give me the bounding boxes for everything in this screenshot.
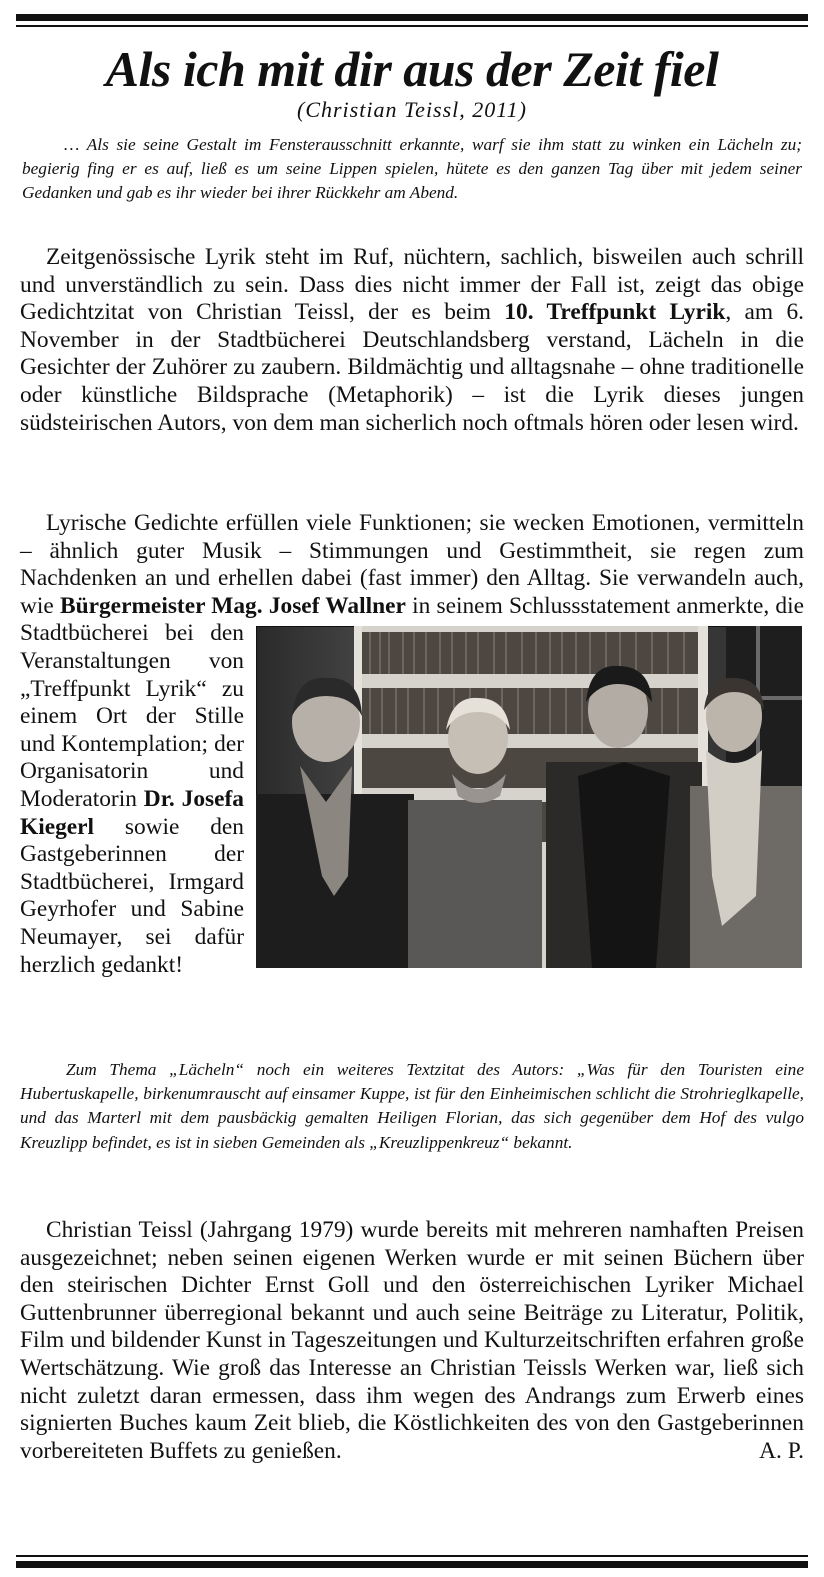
- moderator-name: Dr. Josefa Kiegerl: [20, 785, 244, 840]
- group-photo: [256, 626, 802, 968]
- paragraph-2: [20, 510, 804, 979]
- paragraph-1: [20, 244, 804, 437]
- event-name: 10. Treffpunkt Lyrik: [504, 299, 726, 326]
- intro-quote: … Als sie seine Gestalt im Fensterausschnitt erkannte, warf sie ihm statt zu winken ein Lächeln zu; begierig fing er es auf, ließ es um seine Lippen spielen, hütete es den ganzen Tag über mit jedem seiner Gedanken und gab es ihr wieder bei ihrer Rückkehr am Abend.: [22, 135, 802, 202]
- group-photo-image: [256, 626, 802, 968]
- article-subtitle: (Christian Teissl, 2011): [297, 97, 527, 122]
- paragraph-3: [20, 1217, 804, 1465]
- top-rule-thin: [16, 25, 808, 27]
- paragraph-2-text-b: in seinem Schlussstatement anmerkte, die Stadtbücherei bei den Veranstaltungen von „Treffpunkt Lyrik“ zu einem Ort der Stille und Kontemplation; der Organisatorin und Moderatorin: [20, 592, 804, 812]
- paragraph-1-text-b: , am 6. November in der Stadtbücherei Deutschlandsberg verstand, Lächeln in die Gesichter der Zuhörer zu zaubern. Bildmächtig und alltagsnahe – ohne traditionelle oder künstliche Bildsprache (Metaphorik) – ist die Lyrik dieses jungen südsteirischen Autors, von dem man sicherlich noch oftmals hören oder lesen wird.: [20, 299, 805, 436]
- top-rule-thick: [16, 14, 808, 21]
- paragraph-3-text: Christian Teissl (Jahrgang 1979) wurde bereits mit mehreren namhaften Preisen ausgezeichnet; neben seinen eigenen Werken wurde er mit seinen Büchern über den steirischen Dichter Ernst Goll und den österreichischen Lyriker Michael Guttenbrunner überregional bekannt und auch seine Beiträge zu Literatur, Politik, Film und bildender Kunst in Tageszeitungen und Kulturzeitschriften erfahren große Wertschätzung. Wie groß das Interesse an Christian Teissls Werken war, ließ sich nicht zuletzt daran ermessen, dass ihm wegen des Andrangs zum Erwerb eines signierten Buches kaum Zeit blieb, die Köstlichkeiten des von den Gastgeberinnen vorbereiteten Buffets zu genießen.: [20, 1217, 804, 1464]
- paragraph-1-text-a: Zeitgenössische Lyrik steht im Ruf, nüchtern, sachlich, bisweilen auch schrill und unverständlich zu sein. Dass dies nicht immer der Fall ist, zeigt das obige Gedichtzitat von Christian Teissl, der es beim: [20, 244, 804, 326]
- second-quote: Zum Thema „Lächeln“ noch ein weiteres Textzitat des Autors: „Was für den Touristen eine Hubertuskapelle, birkenumrauscht auf einsamer Kuppe, ist für den Einheimischen schlicht die Strohrieglkapelle, und das Marterl mit dem pausbäckig gemalten Heiligen Florian, das sich gegenüber dem Hof des vulgo Kreuzlipp befindet, es ist in sieben Gemeinden als „Kreuzlippenkreuz“ bekannt.: [20, 1060, 804, 1152]
- bottom-rule-thin: [16, 1555, 808, 1557]
- bottom-rule-thick: [16, 1561, 808, 1568]
- article-title: Als ich mit dir aus der Zeit fiel: [105, 41, 719, 97]
- paragraph-2-text-c: sowie den Gastgeberinnen der Stadtbücherei, Irmgard Geyrhofer und Sabine Neumayer, sei dafür herzlich gedankt!: [20, 813, 244, 978]
- author-signature: A. P.: [759, 1437, 804, 1464]
- mayor-name: Bürgermeister Mag. Josef Wallner: [60, 592, 406, 619]
- paragraph-2-text-a: Lyrische Gedichte erfüllen viele Funktionen; sie wecken Emotionen, vermitteln – ähnlich guter Musik – Stimmungen und Gestimmtheit, sie regen zum Nachdenken an und erhellen dabei (fast immer) den Alltag. Sie verwandeln auch, wie: [20, 510, 804, 619]
